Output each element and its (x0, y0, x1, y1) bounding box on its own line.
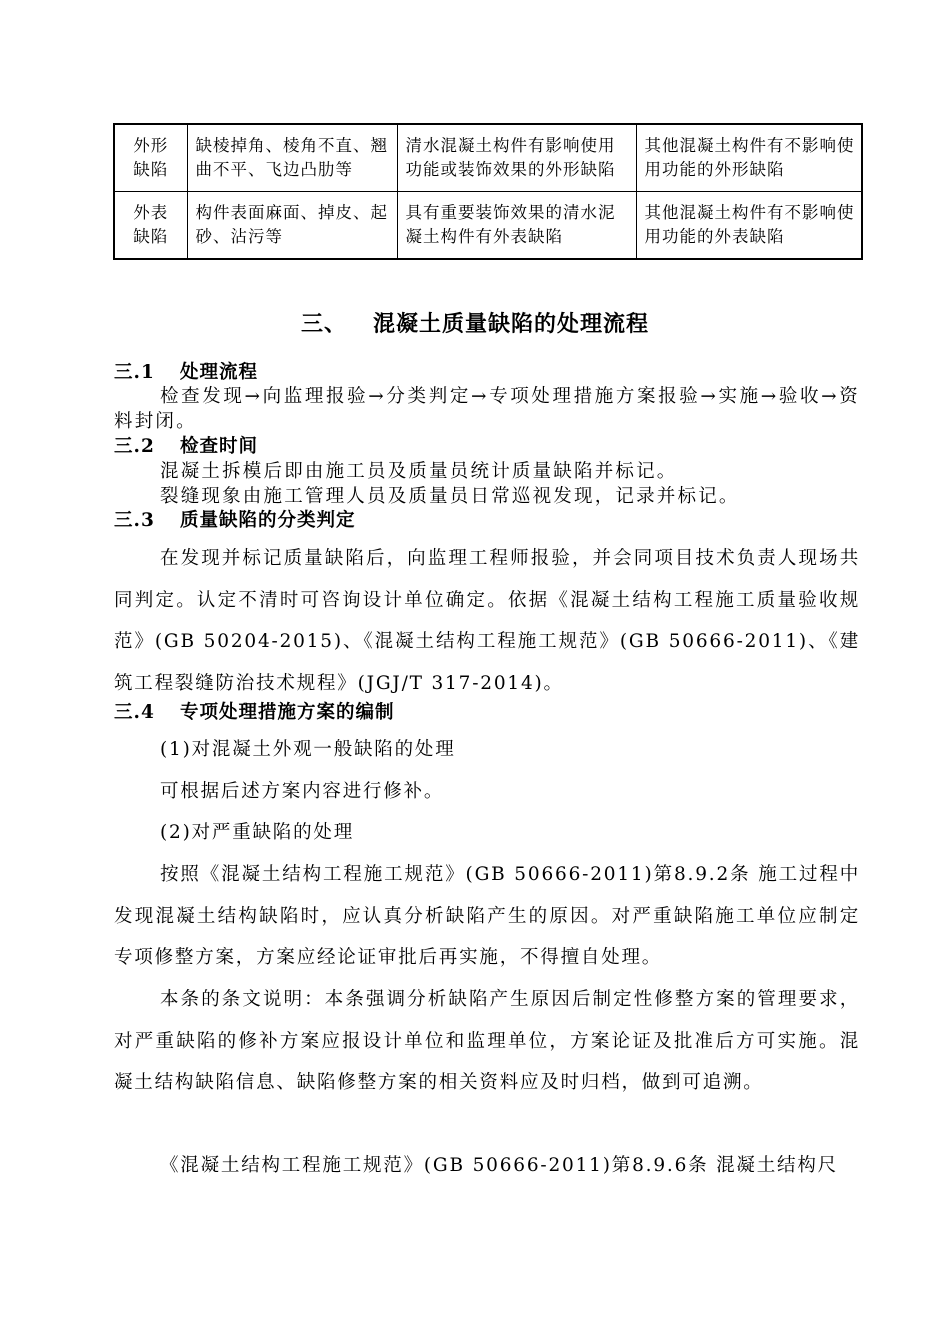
section-heading (114, 435, 258, 459)
section-number: 三.2 (114, 436, 155, 457)
paragraph: (1)对混凝土外观一般缺陷的处理 (160, 739, 456, 760)
section-number: 三.3 (114, 510, 155, 531)
paragraph: 检查发现→向监理报验→分类判定→专项处理措施方案报验→实施→验收→资料封闭。 (114, 386, 860, 432)
chapter-number: 三、 (300, 311, 347, 337)
section-title: 检查时间 (180, 436, 259, 457)
table-cell-phenomenon: 构件表面麻面、掉皮、起砂、沾污等 (187, 192, 397, 260)
table-cell-serious: 清水混凝土构件有影响使用功能或装饰效果的外形缺陷 (397, 124, 636, 192)
section-heading (114, 509, 356, 533)
table-cell-phenomenon: 缺棱掉角、棱角不直、翘曲不平、飞边凸肋等 (187, 124, 397, 192)
paragraph: 混凝土拆模后即由施工员及质量员统计质量缺陷并标记。 (160, 461, 678, 482)
section-heading (114, 701, 395, 725)
paragraph: (2)对严重缺陷的处理 (160, 822, 355, 843)
table-cell-serious: 具有重要装饰效果的清水泥凝土构件有外表缺陷 (397, 192, 636, 260)
table-cell-general: 其他混凝土构件有不影响使用功能的外表缺陷 (636, 192, 862, 260)
chapter-heading (0, 307, 950, 338)
table-cell-category: 外表 缺陷 (114, 192, 187, 260)
section-number: 三.1 (114, 362, 155, 383)
defect-classification-table (113, 123, 863, 260)
section-title: 专项处理措施方案的编制 (180, 702, 395, 723)
paragraph: 在发现并标记质量缺陷后，向监理工程师报验，并会同项目技术负责人现场共同判定。认定不清时可咨询设计单位确定。依据《混凝土结构工程施工质量验收规范》(GB 50204-2015)、《混凝土结构工程施工规范》(GB 50666-2011)、《建筑工程裂缝防治技术规程》(JGJ/T 317-2014)。 (114, 548, 860, 694)
chapter-title: 混凝土质量缺陷的处理流程 (373, 311, 650, 337)
paragraph: 按照《混凝土结构工程施工规范》(GB 50666-2011)第8.9.2条 施工过程中发现混凝土结构缺陷时，应认真分析缺陷产生的原因。对严重缺陷施工单位应制定专项修整方案，方案应经论证审批后再实施，不得擅自处理。 (114, 864, 860, 968)
table-cell-general: 其他混凝土构件有不影响使用功能的外形缺陷 (636, 124, 862, 192)
paragraph: 裂缝现象由施工管理人员及质量员日常巡视发现，记录并标记。 (160, 486, 740, 507)
section-heading (114, 361, 258, 385)
section-title: 处理流程 (180, 362, 259, 383)
table-cell-category: 外形 缺陷 (114, 124, 187, 192)
table-row (114, 124, 862, 192)
section-title: 质量缺陷的分类判定 (180, 510, 356, 531)
table-row (114, 192, 862, 260)
section-number: 三.4 (114, 702, 155, 723)
paragraph: 可根据后述方案内容进行修补。 (160, 781, 445, 802)
paragraph: 本条的条文说明：本条强调分析缺陷产生原因后制定性修整方案的管理要求，对严重缺陷的修补方案应报设计单位和监理单位，方案论证及批准后方可实施。混凝土结构缺陷信息、缺陷修整方案的相关资料应及时归档，做到可追溯。 (114, 989, 860, 1093)
paragraph: 《混凝土结构工程施工规范》(GB 50666-2011)第8.9.6条 混凝土结构尺 (160, 1155, 838, 1176)
